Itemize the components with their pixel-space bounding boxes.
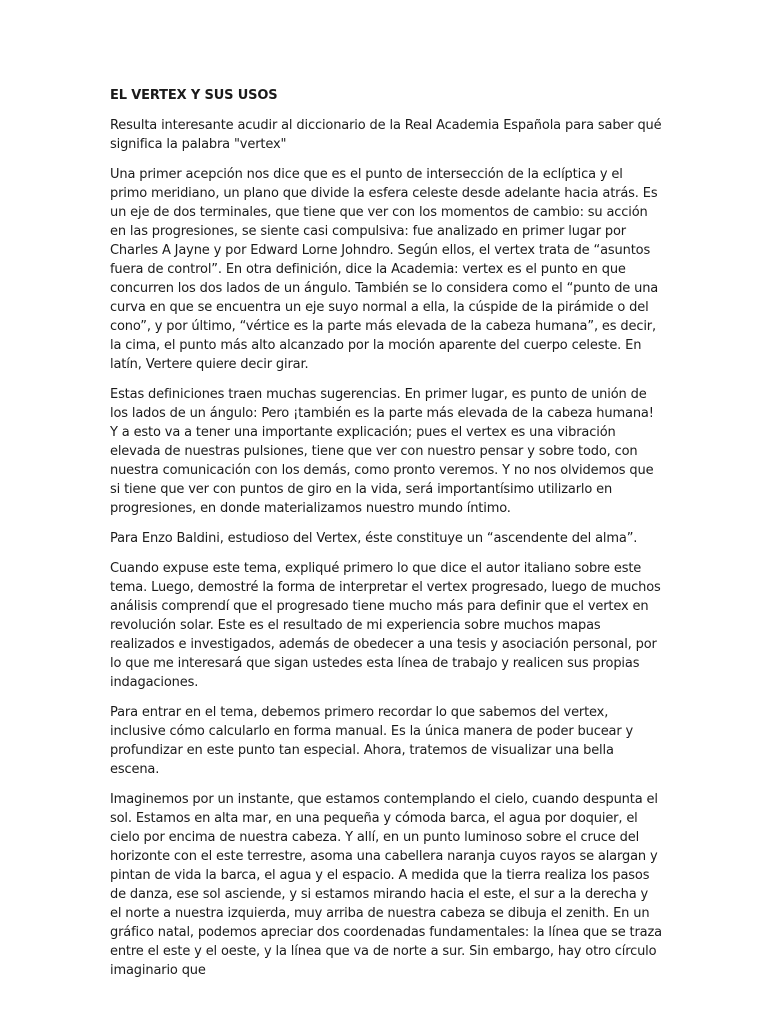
document-page (110, 86, 662, 991)
document-title: EL VERTEX Y SUS USOS (110, 88, 278, 103)
paragraph-baldini: Para Enzo Baldini, estudioso del Vertex, éste constituye un “ascendente del alma”. (110, 531, 638, 546)
paragraph-definitions: Estas definiciones traen muchas sugerencias. En primer lugar, es punto de unión de los lados de un ángulo: Pero ¡también es la parte más elevada de la cabeza humana! Y a esto va a tener una importante explicación; pues el vertex es una vibración elevada de nuestras pulsiones, tiene que ver con nuestro pensar y sobre todo, con nuestra comunicación con los demás, como pronto veremos. Y no nos olvidemos que si tiene que ver con puntos de giro en la vida, será importantísimo utilizarlo en progresiones, en donde materializamos nuestro mundo íntimo. (110, 387, 654, 516)
paragraph-exposition: Cuando expuse este tema, expliqué primero lo que dice el autor italiano sobre este tema. Luego, demostré la forma de interpretar el vertex progresado, luego de muchos análisis comprendí que el progresado tiene mucho más para definir que el vertex en revolución solar. Este es el resultado de mi experiencia sobre muchos mapas realizados e investigados, además de obedecer a una tesis y asociación personal, por lo que me interesará que sigan ustedes esta línea de trabajo y realicen sus propias indagaciones. (110, 561, 661, 690)
paragraph-intro: Resulta interesante acudir al diccionario de la Real Academia Española para saber qué significa la palabra "vertex" (110, 118, 662, 152)
paragraph-imagine-scene: Imaginemos por un instante, que estamos contemplando el cielo, cuando despunta el sol. Estamos en alta mar, en una pequeña y cómoda barca, el agua por doquier, el cielo por encima de nuestra cabeza. Y allí, en un punto luminoso sobre el cruce del horizonte con el este terrestre, asoma una cabellera naranja cuyos rayos se alargan y pintan de vida la barca, el agua y el espacio. A medida que la tierra realiza los pasos de danza, ese sol asciende, y si estamos mirando hacia el este, el sur a la derecha y el norte a nuestra izquierda, muy arriba de nuestra cabeza se dibuja el zenith. En un gráfico natal, podemos apreciar dos coordenadas fundamentales: la línea que se traza entre el este y el oeste, y la línea que va de norte a sur. Sin embargo, hay otro círculo imaginario que (110, 792, 662, 978)
paragraph-first-meaning: Una primer acepción nos dice que es el punto de intersección de la eclíptica y el primo meridiano, un plano que divide la esfera celeste desde adelante hacia atrás. Es un eje de dos terminales, que tiene que ver con los momentos de cambio: su acción en las progresiones, se siente casi compulsiva: fue analizado en primer lugar por Charles A Jayne y por Edward Lorne Johndro. Según ellos, el vertex trata de “asuntos fuera de control”. En otra definición, dice la Academia: vertex es el punto en que concurren los dos lados de un ángulo. También se lo considera como el “punto de una curva en que se encuentra un eje suyo normal a ella, la cúspide de la pirámide o del cono”, y por último, “vértice es la parte más elevada de la cabeza humana”, es decir, la cima, el punto más alto alcanzado por la moción aparente del cuerpo celeste. En latín, Vertere quiere decir girar. (110, 167, 659, 372)
paragraph-calculation: Para entrar en el tema, debemos primero recordar lo que sabemos del vertex, inclusive cómo calcularlo en forma manual. Es la única manera de poder bucear y profundizar en este punto tan especial. Ahora, tratemos de visualizar una bella escena. (110, 705, 634, 777)
